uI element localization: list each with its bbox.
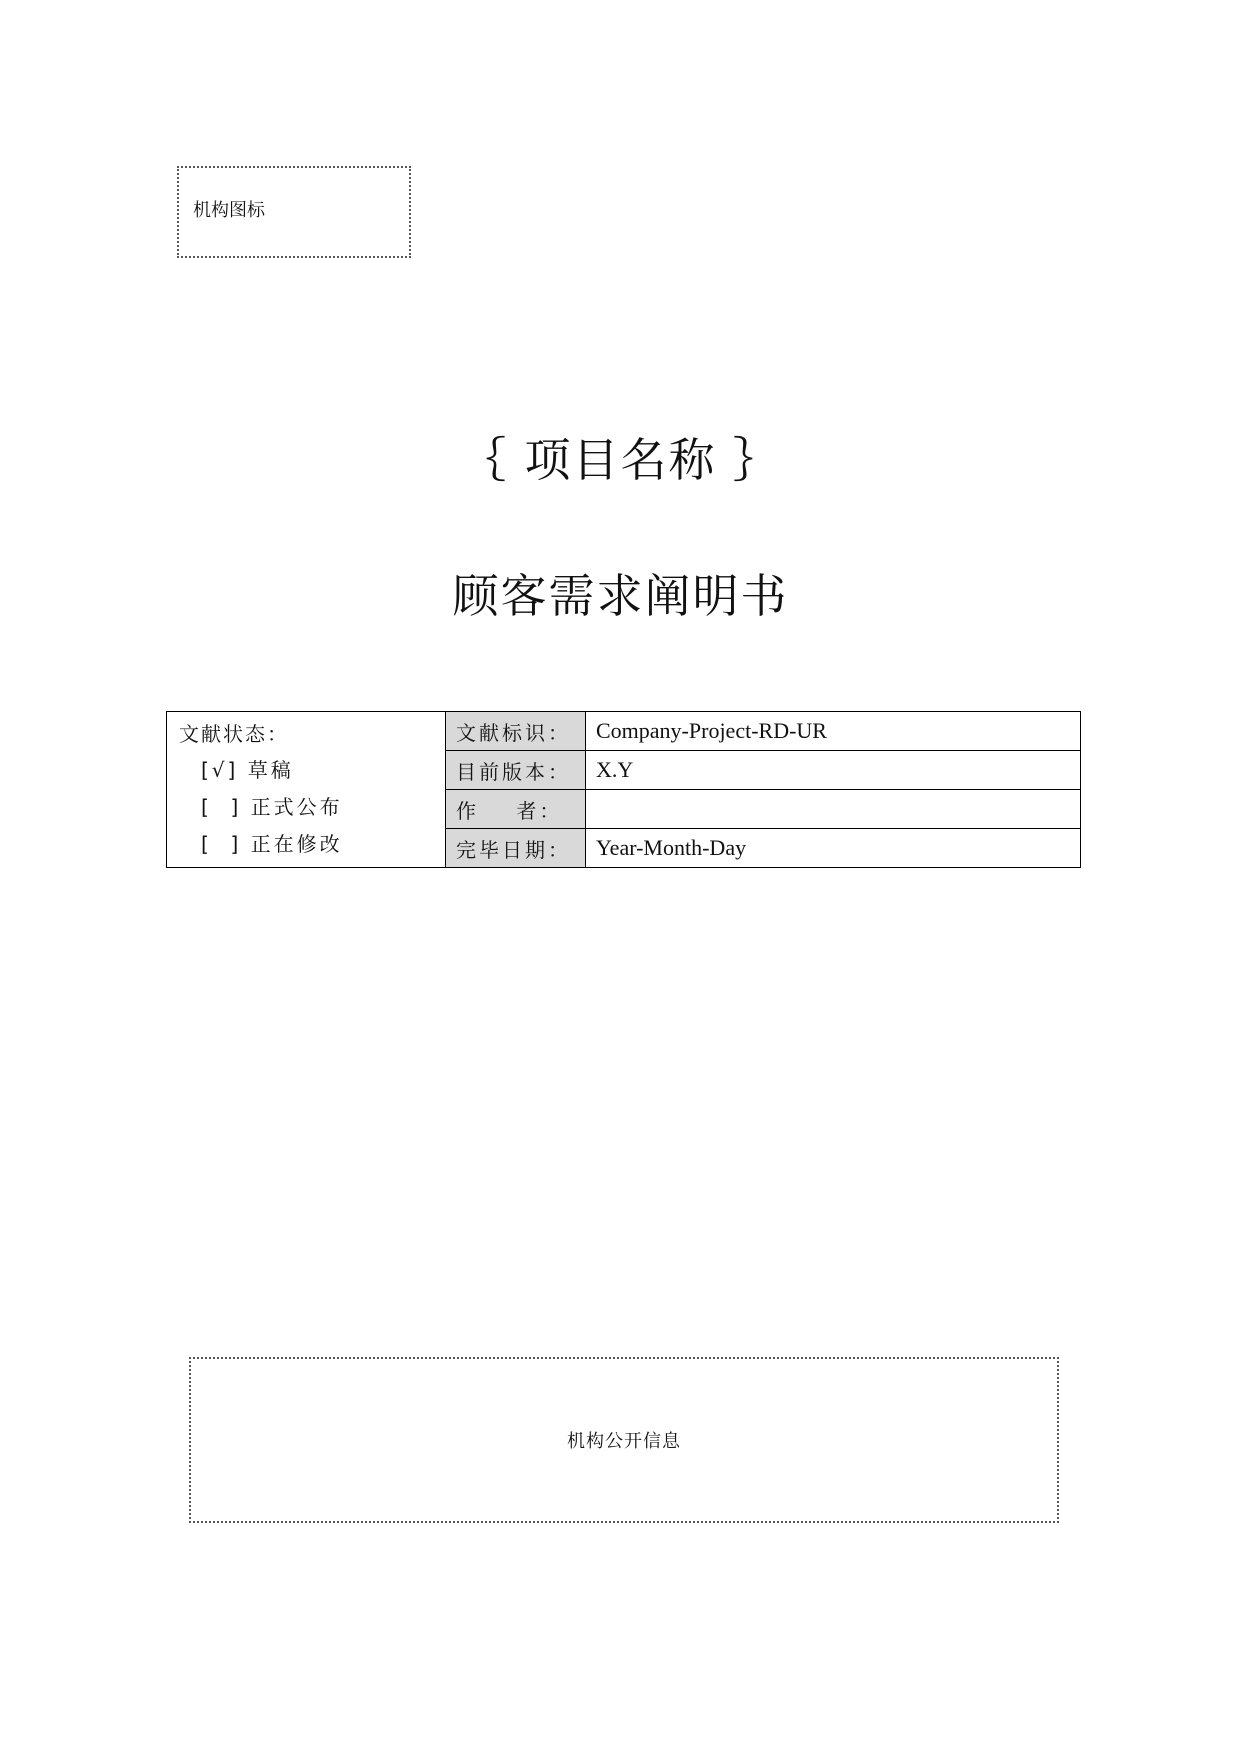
completion-date-label: 完毕日期： (446, 829, 586, 868)
organization-logo-placeholder (177, 166, 411, 258)
status-option-draft: [√] 草稿 (201, 758, 294, 782)
author-value (586, 790, 1081, 829)
organization-public-info-placeholder (189, 1357, 1059, 1523)
project-title: ｛ 项目名称 ｝ (459, 433, 782, 487)
table-row (167, 712, 1081, 751)
document-status-cell (167, 712, 446, 868)
status-option-revising: [ ] 正在修改 (201, 832, 343, 856)
status-option-published: [ ] 正式公布 (201, 795, 343, 819)
footer-placeholder-text: 机构公开信息 (567, 1431, 681, 1452)
doc-id-value: Company-Project-RD-UR (586, 712, 1081, 751)
logo-placeholder-text: 机构图标 (193, 200, 265, 221)
version-label: 目前版本： (446, 751, 586, 790)
document-info-table (166, 711, 1081, 868)
author-label: 作 者： (446, 790, 586, 829)
status-heading: 文献状态： (179, 722, 289, 746)
version-value: X.Y (586, 751, 1081, 790)
doc-id-label: 文献标识： (446, 712, 586, 751)
completion-date-value: Year-Month-Day (586, 829, 1081, 868)
document-title: 顾客需求阐明书 (452, 569, 789, 623)
